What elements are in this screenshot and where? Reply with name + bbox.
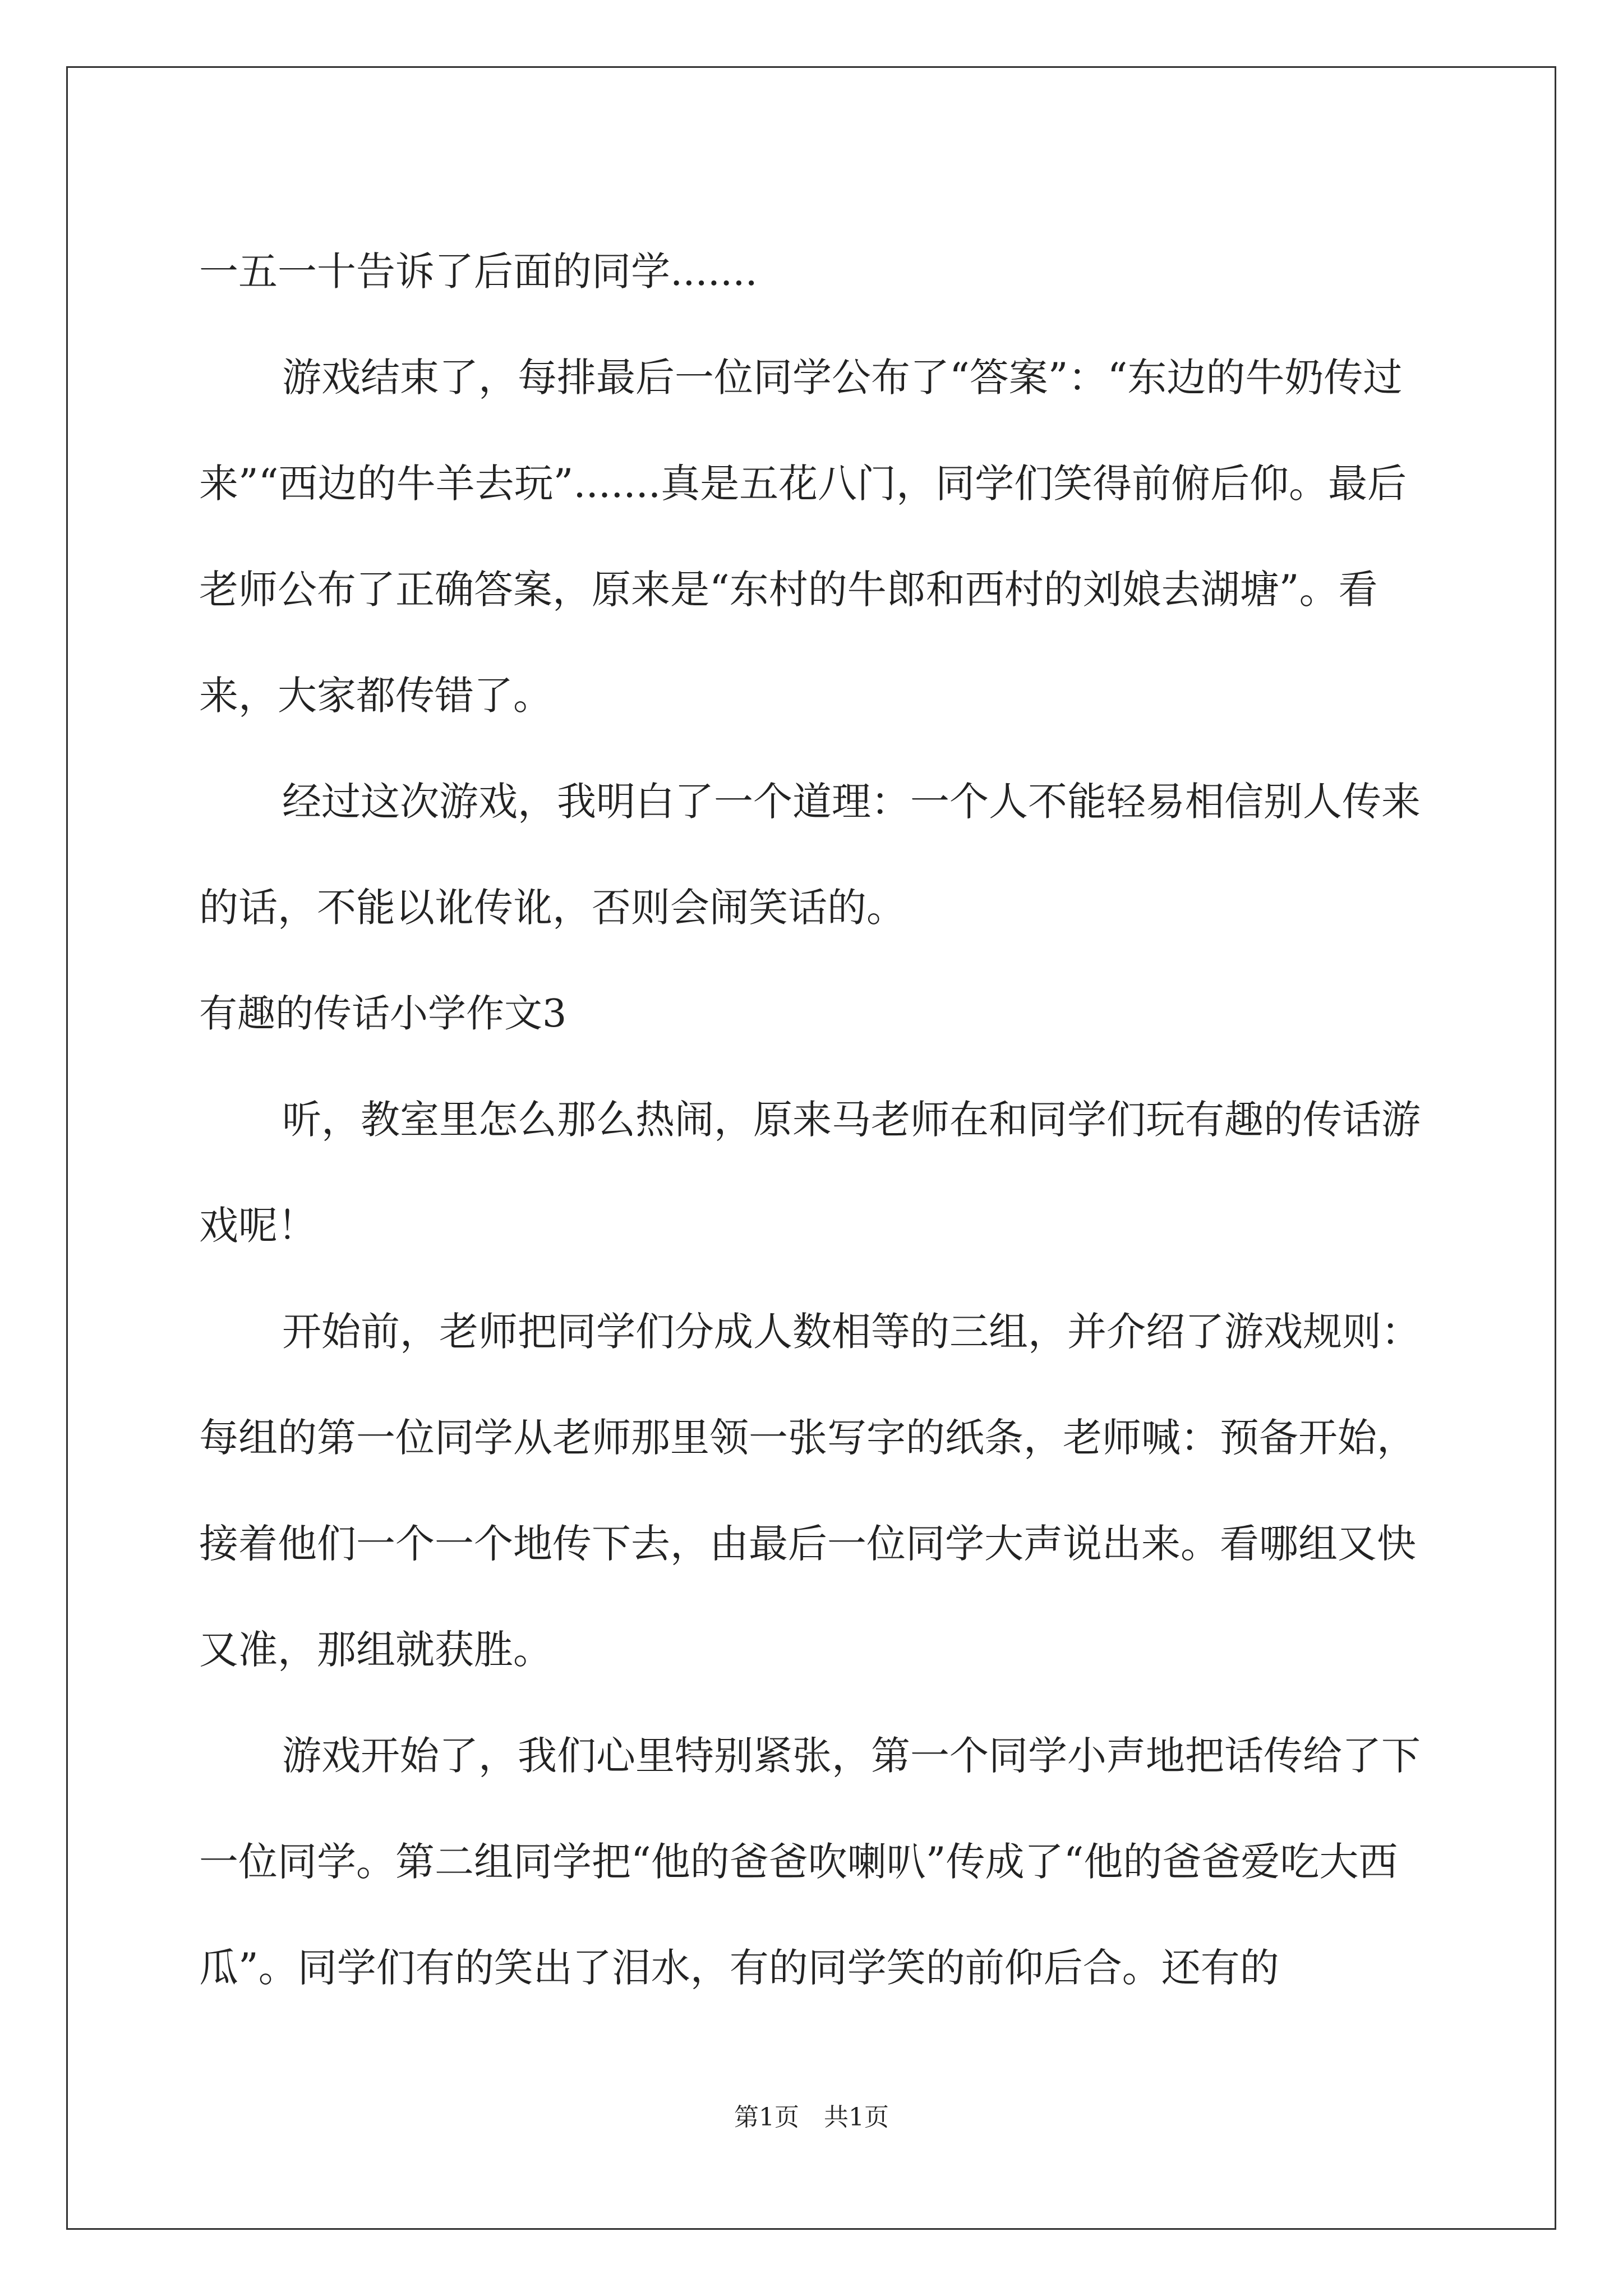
paragraph: 游戏结束了，每排最后一位同学公布了“答案”：“东边的牛奶传过来”“西边的牛羊去玩”.......真是五花八门，同学们笑得前俯后仰。最后老师公布了正确答案，原来是“东村的牛郎和西村的刘娘去湖塘”。看来，大家都传错了。 xyxy=(199,355,1407,719)
paragraph: 一五一十告诉了后面的同学....... xyxy=(199,249,758,295)
section-heading: 有趣的传话小学作文3 xyxy=(199,992,567,1036)
paragraph: 经过这次游戏，我明白了一个道理：一个人不能轻易相信别人传来的话，不能以讹传讹，否则会闹笑话的。 xyxy=(199,779,1421,931)
document-body xyxy=(199,219,1433,2021)
page-number-footer: 第1页 共1页 xyxy=(734,2103,889,2132)
paragraph: 游戏开始了，我们心里特别紧张，第一个同学小声地把话传给了下一位同学。第二组同学把“他的爸爸吹喇叭”传成了“他的爸爸爱吃大西瓜”。同学们有的笑出了泪水，有的同学笑的前仰后合。还有的 xyxy=(199,1733,1421,1991)
paragraph: 开始前，老师把同学们分成人数相等的三组，并介绍了游戏规则：每组的第一位同学从老师那里领一张写字的纸条，老师喊：预备开始，接着他们一个一个地传下去，由最后一位同学大声说出来。看哪组又快又准，那组就获胜。 xyxy=(199,1309,1421,1673)
paragraph: 听，教室里怎么那么热闹，原来马老师在和同学们玩有趣的传话游戏呢！ xyxy=(199,1097,1421,1249)
